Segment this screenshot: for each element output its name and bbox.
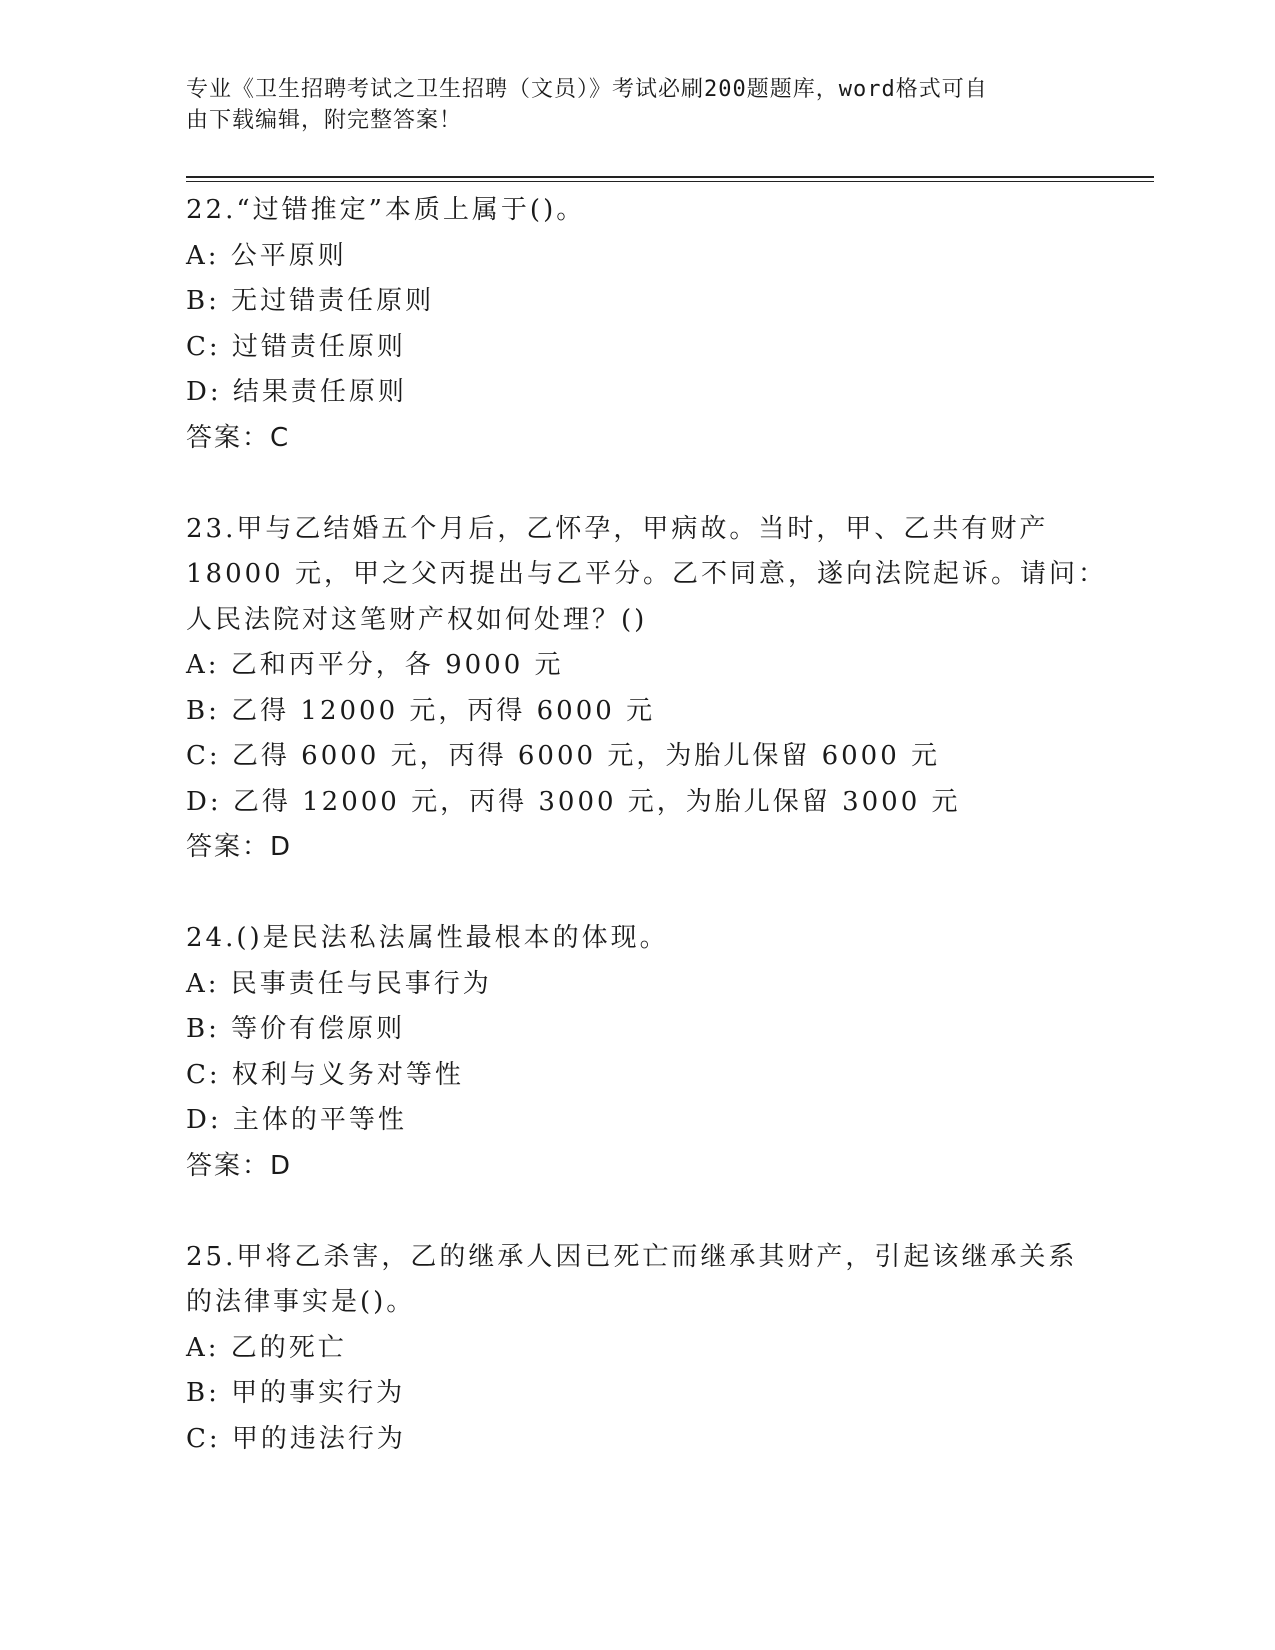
question-23 [186, 507, 1107, 871]
stem-line: 人民法院对这笔财产权如何处理？() [186, 604, 648, 635]
stem-line: 23.甲与乙结婚五个月后，乙怀孕，甲病故。当时，甲、乙共有财产 [186, 513, 1049, 544]
question-22 [186, 188, 1086, 461]
header-line-2: 由下载编辑，附完整答案！ [186, 108, 463, 133]
header-divider-thick [186, 176, 1154, 178]
question-stem [186, 507, 1107, 644]
option-c: C: 甲的违法行为 [186, 1423, 406, 1454]
answer-line: 答案：D [186, 1150, 293, 1181]
document-header [186, 74, 1066, 136]
option-a: A: 民事责任与民事行为 [186, 968, 492, 999]
option-c: C: 权利与义务对等性 [186, 1059, 464, 1090]
option-b: B: 乙得 12000 元，丙得 6000 元 [186, 695, 656, 726]
stem-line: 22.“过错推定”本质上属于()。 [186, 195, 586, 225]
question-spacer [186, 1189, 1086, 1235]
option-b: B: 等价有偿原则 [186, 1014, 406, 1044]
stem-line: 24.()是民法私法属性最根本的体现。 [186, 923, 669, 953]
stem-line: 25.甲将乙杀害，乙的继承人因已死亡而继承其财产，引起该继承关系 [186, 1241, 1078, 1272]
option-b: B: 甲的事实行为 [186, 1378, 406, 1408]
question-list [186, 188, 1107, 1462]
question-stem [186, 916, 1086, 962]
option-d: D: 主体的平等性 [186, 1105, 407, 1135]
header-divider-thin [186, 181, 1154, 182]
answer-line: 答案：C [186, 422, 291, 453]
answer-line: 答案：D [186, 832, 293, 862]
question-24 [186, 916, 1086, 1189]
option-d: D: 乙得 12000 元，丙得 3000 元，为胎儿保留 3000 元 [186, 786, 961, 817]
option-c: C: 乙得 6000 元，丙得 6000 元，为胎儿保留 6000 元 [186, 741, 941, 771]
question-spacer [186, 461, 1086, 507]
option-c: C: 过错责任原则 [186, 331, 406, 362]
header-line-1: 专业《卫生招聘考试之卫生招聘（文员）》考试必刷200题题库，word格式可自 [186, 77, 988, 102]
option-d: D: 结果责任原则 [186, 377, 407, 407]
option-a: A: 乙的死亡 [186, 1332, 347, 1363]
question-stem [186, 1235, 1086, 1326]
option-a: A: 公平原则 [186, 240, 347, 271]
option-b: B: 无过错责任原则 [186, 286, 435, 316]
stem-line: 18000 元，甲之父丙提出与乙平分。乙不同意，遂向法院起诉。请问： [186, 559, 1107, 589]
question-25 [186, 1235, 1086, 1463]
question-spacer [186, 871, 1086, 917]
stem-line: 的法律事实是()。 [186, 1287, 416, 1317]
question-stem [186, 188, 1086, 234]
option-a: A: 乙和丙平分，各 9000 元 [186, 650, 564, 680]
